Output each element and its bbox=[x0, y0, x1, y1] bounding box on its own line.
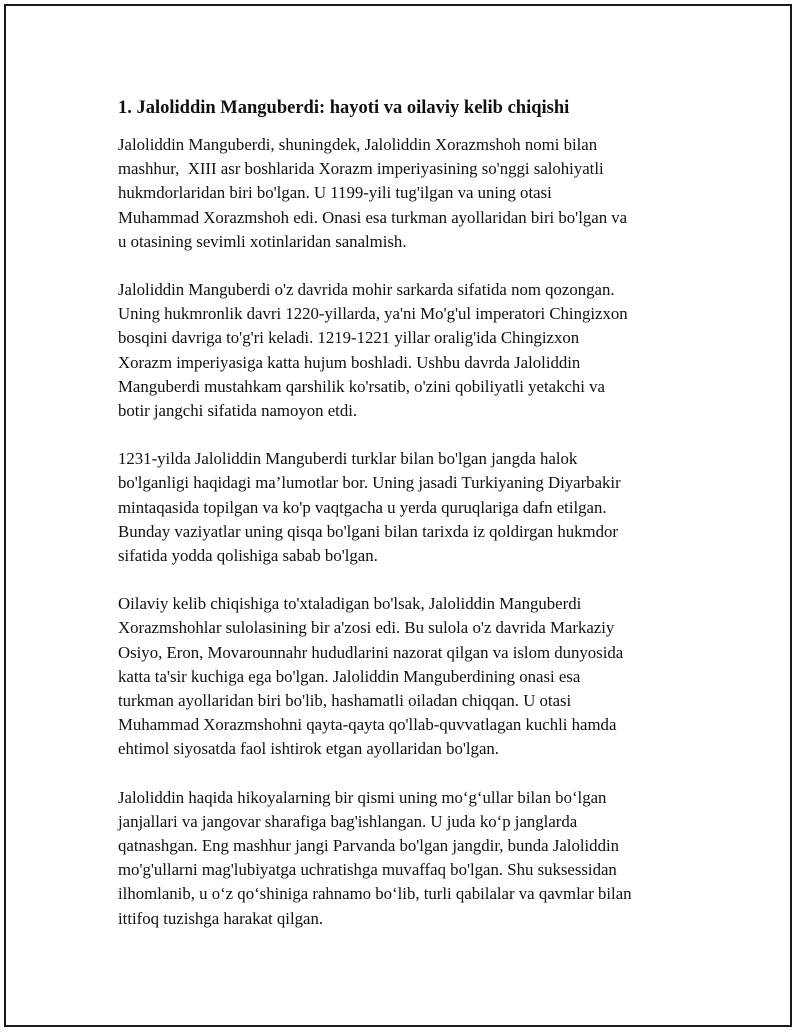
paragraph-2 bbox=[118, 278, 684, 423]
text-line: Bunday vaziyatlar uning qisqa bo'lgani bilan tarixda iz qoldirgan hukmdor bbox=[118, 521, 618, 541]
document-title: 1. Jaloliddin Manguberdi: hayoti va oilaviy kelib chiqishi bbox=[118, 98, 570, 118]
text-line: katta ta'sir kuchiga ega bo'lgan. Jaloliddin Manguberdining onasi esa bbox=[118, 666, 581, 686]
paragraph-1 bbox=[118, 133, 684, 254]
text-line: ilhomlanib, u o‘z qo‘shiniga rahnamo bo‘lib, turli qabilalar va qavmlar bilan bbox=[118, 884, 632, 904]
text-line: u otasining sevimli xotinlaridan sanalmish. bbox=[118, 231, 407, 251]
text-line: hukmdorlaridan biri bo'lgan. U 1199-yili tug'ilgan va uning otasi bbox=[118, 183, 552, 203]
text-line: Jaloliddin Manguberdi o'z davrida mohir sarkarda sifatida nom qozongan. bbox=[118, 280, 615, 300]
text-line: botir jangchi sifatida namoyon etdi. bbox=[118, 401, 358, 421]
text-line: janjallari va jangovar sharafiga bag'ishlangan. U juda ko‘p janglarda bbox=[118, 811, 578, 831]
text-line: ehtimol siyosatda faol ishtirok etgan ayollaridan bo'lgan. bbox=[118, 739, 499, 759]
text-line: turkman ayollaridan biri bo'lib, hashamatli oiladan chiqqan. U otasi bbox=[118, 691, 572, 711]
text-line: Jaloliddin Manguberdi, shuningdek, Jaloliddin Xorazmshoh nomi bilan bbox=[118, 135, 598, 154]
text-line: Oilaviy kelib chiqishiga to'xtaladigan bo'lsak, Jaloliddin Manguberdi bbox=[118, 594, 582, 614]
text-line: bo'lganligi haqidagi ma’lumotlar bor. Uning jasadi Turkiyaning Diyarbakir bbox=[118, 473, 621, 493]
text-line: qatnashgan. Eng mashhur jangi Parvanda bo'lgan jangdir, bunda Jaloliddin bbox=[118, 836, 620, 856]
text-line: Muhammad Xorazmshoh edi. Onasi esa turkman ayollaridan biri bo'lgan va bbox=[118, 207, 628, 227]
text-line: Muhammad Xorazmshohni qayta-qayta qo'llab-quvvatlagan kuchli hamda bbox=[118, 715, 617, 735]
text-line: Manguberdi mustahkam qarshilik ko'rsatib, o'zini qobiliyatli yetakchi va bbox=[118, 376, 606, 396]
text-line: Xorazm imperiyasiga katta hujum boshladi. Ushbu davrda Jaloliddin bbox=[118, 352, 581, 372]
text-line: mashhur, XIII asr boshlarida Xorazm imperiyasining so'nggi salohiyatli bbox=[118, 159, 604, 179]
text-line: mintaqasida topilgan va ko'p vaqtgacha u yerda quruqlariga dafn etilgan. bbox=[118, 497, 607, 517]
paragraph-4 bbox=[118, 592, 684, 761]
text-line: mo'g'ullarni mag'lubiyatga uchratishga muvaffaq bo'lgan. Shu suksessidan bbox=[118, 860, 617, 880]
text-line: Osiyo, Eron, Movarounnahr hududlarini nazorat qilgan va islom dunyosida bbox=[118, 642, 624, 662]
paragraph-5 bbox=[118, 786, 684, 931]
text-line: bosqini davriga to'g'ri keladi. 1219-1221 yillar oralig'ida Chingizxon bbox=[118, 328, 580, 348]
text-line: Uning hukmronlik davri 1220-yillarda, ya'ni Mo'g'ul imperatori Chingizxon bbox=[118, 304, 628, 324]
text-line: sifatida yodda qolishiga sabab bo'lgan. bbox=[118, 546, 378, 566]
document-body bbox=[118, 96, 684, 955]
text-line: Jaloliddin haqida hikoyalarning bir qismi uning mo‘g‘ullar bilan bo‘lgan bbox=[118, 787, 607, 807]
text-line: Xorazmshohlar sulolasining bir a'zosi edi. Bu sulola o'z davrida Markaziy bbox=[118, 618, 615, 638]
text-line: ittifoq tuzishga harakat qilgan. bbox=[118, 908, 324, 928]
paragraph-3 bbox=[118, 447, 684, 568]
text-line: 1231-yilda Jaloliddin Manguberdi turklar bilan bo'lgan jangda halok bbox=[118, 449, 578, 469]
